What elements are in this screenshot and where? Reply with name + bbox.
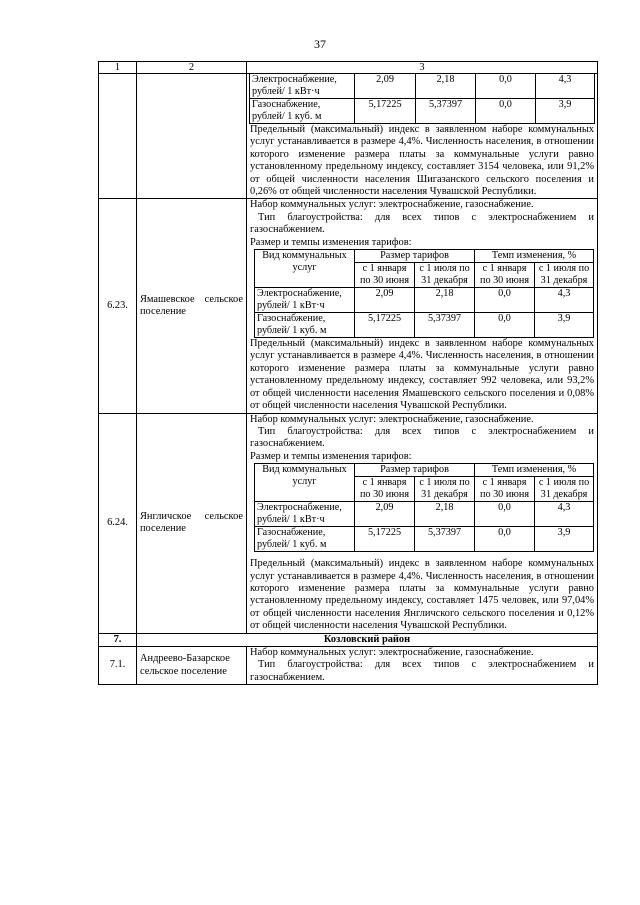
service-name: Электроснабжение, рублей/ 1 кВт·ч xyxy=(255,288,355,313)
index-text: Предельный (максимальный) индекс в заявленном наборе коммунальных услуг устанавливается в размере 4,4%. Численность населения, в отношении которого изменение размера платы за коммунальные услуги равно установленному предельному индексу, составляет 3154 человека, или 91,2% от общей численности населения Шигазанского сельского поселения и 0,26% от общей численности населения Чувашской Республики. xyxy=(250,124,594,198)
tariff-jan: 2,09 xyxy=(355,288,415,313)
tariff-size-caption: Размер и темпы изменения тарифов: xyxy=(250,236,412,248)
continuation-tariff-table xyxy=(249,74,595,124)
tariff-table xyxy=(98,61,598,685)
period-jan: с 1 января по 30 июня xyxy=(475,477,535,502)
amenity-type-text: Тип благоустройства: для всех типов с электроснабжением и газоснабжением. xyxy=(250,211,594,236)
entry-tariff-table xyxy=(254,249,594,338)
tariff-size-header: Размер тарифов xyxy=(355,250,475,263)
continuation-row xyxy=(99,74,598,199)
rate-jan: 0,0 xyxy=(475,527,535,552)
service-set-text: Набор коммунальных услуг: электроснабжение, газоснабжение. xyxy=(250,413,534,425)
rate-jul: 3,9 xyxy=(535,527,594,552)
index-text: Предельный (максимальный) индекс в заявленном наборе коммунальных услуг устанавливается в размере 4,4%. Численность населения, в отношении которого изменение размера платы за коммунальные услуги равно установленному предельному индексу, составляет 992 человека, или 93,2% от общей численности населения Ямашевского сельского поселения и 0,08% от общей численности населения Чувашской Республики. xyxy=(250,338,594,412)
service-name: Газоснабжение, рублей/ 1 куб. м xyxy=(255,313,355,338)
entry-content xyxy=(247,199,598,413)
service-set-text: Набор коммунальных услуг: электроснабжение, газоснабжение. xyxy=(250,646,534,658)
tariff-size-header: Размер тарифов xyxy=(355,464,475,477)
tariff-jan: 2,09 xyxy=(355,502,415,527)
tariff-jul: 2,18 xyxy=(415,502,475,527)
tariff-jan: 2,09 xyxy=(355,74,416,99)
entry-number: 7.1. xyxy=(99,646,137,684)
tariff-row xyxy=(255,527,594,552)
tariff-rate-header: Темп изменения, % xyxy=(475,464,594,477)
period-jul: с 1 июля по 31 декабря xyxy=(535,477,594,502)
tariff-jul: 2,18 xyxy=(415,288,475,313)
amenity-type-text: Тип благоустройства: для всех типов с электроснабжением и газоснабжением. xyxy=(250,659,594,683)
tariff-jan: 5,17225 xyxy=(355,99,416,124)
entry-number: 6.24. xyxy=(99,413,137,633)
continuation-num-cell xyxy=(99,74,137,199)
rate-jan: 0,0 xyxy=(476,74,536,99)
rate-jul: 4,3 xyxy=(536,74,595,99)
rate-jul: 4,3 xyxy=(535,502,594,527)
tariff-head-row xyxy=(255,464,594,477)
tariff-jan: 5,17225 xyxy=(355,527,415,552)
period-jul: с 1 июля по 31 декабря xyxy=(415,263,475,288)
tariff-jul: 5,37397 xyxy=(416,99,476,124)
service-name: Газоснабжение, рублей/ 1 куб. м xyxy=(255,527,355,552)
amenity-type-text: Тип благоустройства: для всех типов с электроснабжением и газоснабжением. xyxy=(250,425,594,450)
page-number: 37 xyxy=(314,37,326,51)
entry-tariff-table xyxy=(254,463,594,552)
rate-jan: 0,0 xyxy=(476,99,536,124)
rate-jul: 4,3 xyxy=(535,288,594,313)
region-row xyxy=(99,633,598,646)
tariff-row xyxy=(255,313,594,338)
settlement-name: Ямашевское сельское поселение xyxy=(137,199,247,413)
tariff-head-row xyxy=(255,250,594,263)
rate-jan: 0,0 xyxy=(475,288,535,313)
continuation-content xyxy=(247,74,598,199)
service-name: Газоснабжение, рублей/ 1 куб. м xyxy=(250,99,355,124)
column-header-3: 3 xyxy=(247,62,598,74)
rate-jan: 0,0 xyxy=(475,313,535,338)
entry-content xyxy=(247,646,598,684)
tariff-jan: 5,17225 xyxy=(355,313,415,338)
service-column-header: Вид коммунальных услуг xyxy=(255,464,355,502)
rate-jul: 3,9 xyxy=(535,313,594,338)
tariff-row xyxy=(250,99,595,124)
entry-content xyxy=(247,413,598,633)
service-column-header: Вид коммунальных услуг xyxy=(255,250,355,288)
period-jan: с 1 января по 30 июня xyxy=(355,477,415,502)
settlement-name: Янгличское сельское поселение xyxy=(137,413,247,633)
entry-row xyxy=(99,413,598,633)
period-jan: с 1 января по 30 июня xyxy=(475,263,535,288)
entry-row xyxy=(99,646,598,684)
entry-number: 6.23. xyxy=(99,199,137,413)
tariff-row xyxy=(250,74,595,99)
region-name: Козловский район xyxy=(137,633,598,646)
settlement-name: Андреево-Базарское сельское поселение xyxy=(137,646,247,684)
tariff-row xyxy=(255,502,594,527)
tariff-jul: 2,18 xyxy=(416,74,476,99)
rate-jan: 0,0 xyxy=(475,502,535,527)
tariff-size-caption: Размер и темпы изменения тарифов: xyxy=(250,450,412,462)
service-name: Электроснабжение, рублей/ 1 кВт·ч xyxy=(250,74,355,99)
column-header-1: 1 xyxy=(99,62,137,74)
period-jul: с 1 июля по 31 декабря xyxy=(535,263,594,288)
tariff-jul: 5,37397 xyxy=(415,527,475,552)
service-set-text: Набор коммунальных услуг: электроснабжение, газоснабжение. xyxy=(250,199,534,211)
column-header-row xyxy=(99,62,598,74)
period-jan: с 1 января по 30 июня xyxy=(355,263,415,288)
tariff-row xyxy=(255,288,594,313)
period-jul: с 1 июля по 31 декабря xyxy=(415,477,475,502)
service-name: Электроснабжение, рублей/ 1 кВт·ч xyxy=(255,502,355,527)
index-text: Предельный (максимальный) индекс в заявленном наборе коммунальных услуг устанавливается в размере 4,4%. Численность населения, в отношении которого изменение размера платы за коммунальные услуги равно установленному предельному индексу, составляет 1475 человек, или 97,04% от общей численности населения Янгличского сельского поселения и 0,12% от общей численности населения Чувашской Республики. xyxy=(250,558,594,632)
continuation-name-cell xyxy=(137,74,247,199)
column-header-2: 2 xyxy=(137,62,247,74)
rate-jul: 3,9 xyxy=(536,99,595,124)
tariff-rate-header: Темп изменения, % xyxy=(475,250,594,263)
entry-row xyxy=(99,199,598,413)
tariff-jul: 5,37397 xyxy=(415,313,475,338)
region-number: 7. xyxy=(99,633,137,646)
